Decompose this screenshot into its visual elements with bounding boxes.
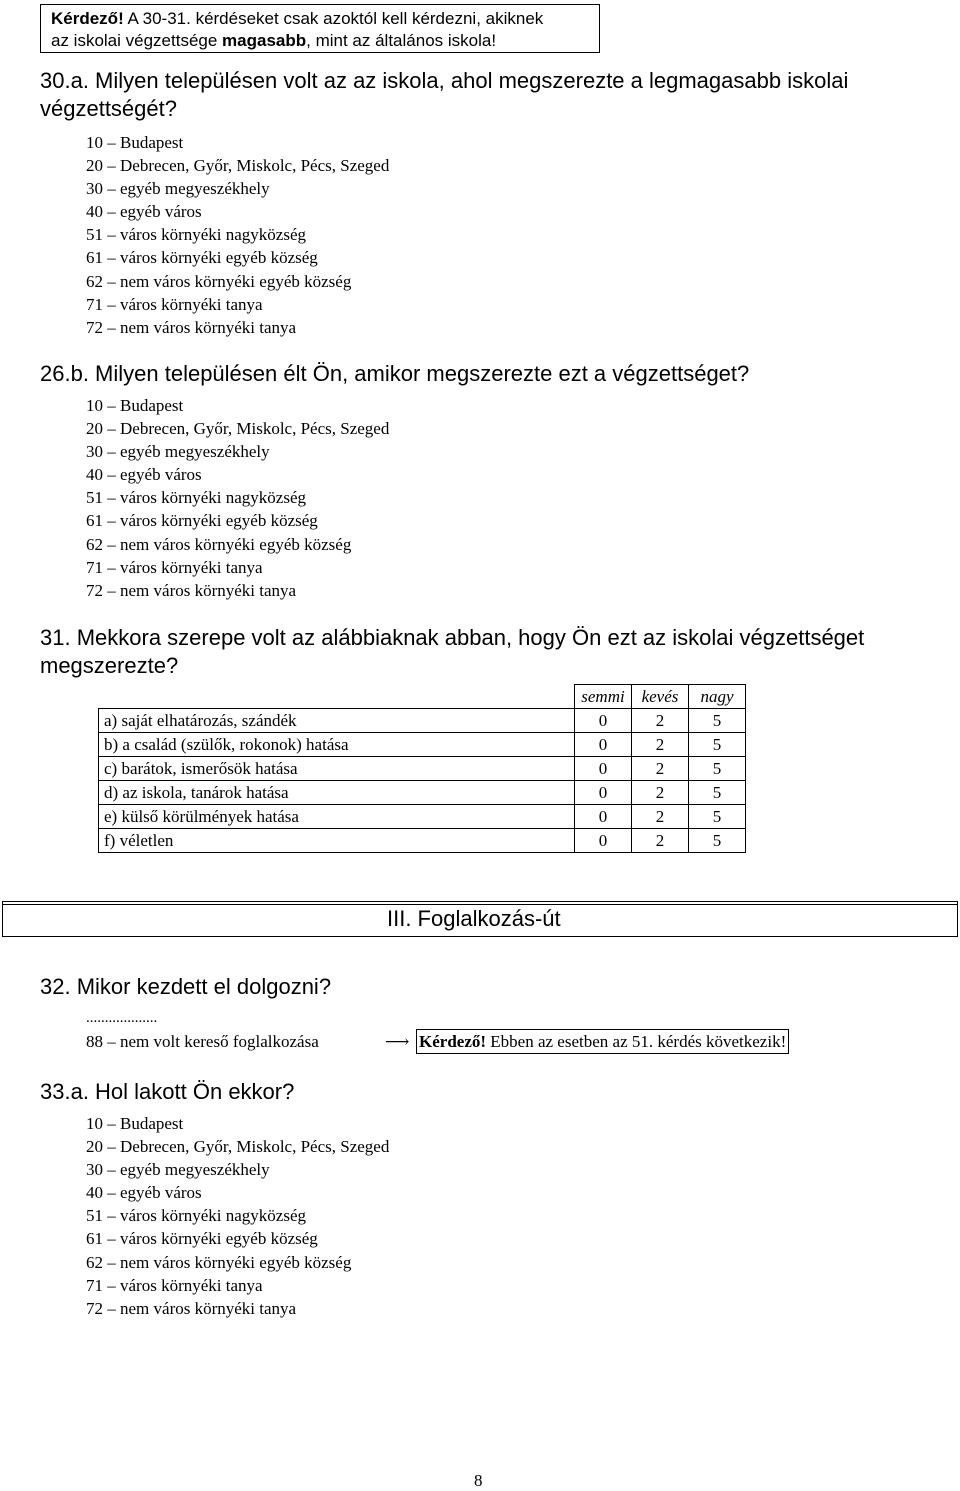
question-32: 32. Mikor kezdett el dolgozni? [40,974,332,999]
value-semmi[interactable]: 0 [575,781,632,805]
value-semmi[interactable]: 0 [575,733,632,757]
value-nagy[interactable]: 5 [689,757,746,781]
answer-option: 71 – város környéki tanya [86,557,263,577]
notice-line-2-bold: magasabb [222,31,307,50]
value-keves[interactable]: 2 [632,757,689,781]
table-row [99,733,746,757]
value-semmi[interactable]: 0 [575,805,632,829]
answer-option: 62 – nem város környéki egyéb község [86,271,352,291]
answer-option: 20 – Debrecen, Győr, Miskolc, Pécs, Szeged [86,156,390,176]
table-row [99,805,746,829]
skip-instruction-label: Kérdező! [419,1032,487,1051]
answer-list-26b [86,394,389,602]
answer-option: 10 – Budapest [86,133,184,152]
header-spacer [99,685,575,709]
question-31-line-1: 31. Mekkora szerepe volt az alábbiaknak abban, hogy Ön ezt az iskolai végzettséget [40,625,865,650]
skip-instruction-text: Ebben az esetben az 51. kérdés következik! [486,1032,787,1051]
table-row [99,781,746,805]
notice-line-2-pre: az iskolai végzettsége [51,31,223,50]
answer-option: 71 – város környéki tanya [86,1275,263,1295]
answer-option: 10 – Budapest [86,1114,184,1133]
row-label: b) a család (szülők, rokonok) hatása [99,733,575,757]
answer-option: 40 – egyéb város [86,1183,202,1203]
answer-option: 51 – város környéki nagyközség [86,1206,307,1226]
rating-table [98,684,746,853]
table-row [99,709,746,733]
section-title: III. Foglalkozás-út [387,906,561,931]
answer-option: 30 – egyéb megyeszékhely [86,1160,270,1180]
answer-option: 40 – egyéb város [86,202,202,222]
answer-option: 62 – nem város környéki egyéb község [86,534,352,554]
rating-table-header [99,685,746,709]
answer-option: 61 – város környéki egyéb község [86,1229,318,1249]
notice-line-2 [51,30,599,52]
answer-option: 30 – egyéb megyeszékhely [86,442,270,462]
answer-option: 20 – Debrecen, Győr, Miskolc, Pécs, Szeged [86,1137,390,1157]
value-semmi[interactable]: 0 [575,829,632,853]
answer-list-30a [86,131,389,339]
value-keves[interactable]: 2 [632,781,689,805]
answer-option: 51 – város környéki nagyközség [86,225,307,245]
value-nagy[interactable]: 5 [689,781,746,805]
answer-option: 30 – egyéb megyeszékhely [86,179,270,199]
header-semmi: semmi [575,685,632,709]
value-keves[interactable]: 2 [632,733,689,757]
value-nagy[interactable]: 5 [689,805,746,829]
answer-option: 51 – város környéki nagyközség [86,488,307,508]
value-nagy[interactable]: 5 [689,709,746,733]
answer-option: 71 – város környéki tanya [86,294,263,314]
notice-line-1 [51,8,599,30]
question-33a: 33.a. Hol lakott Ön ekkor? [40,1079,295,1104]
answer-option: 20 – Debrecen, Győr, Miskolc, Pécs, Szeged [86,419,390,439]
answer-blank[interactable]: ................... [86,1010,158,1026]
row-label: d) az iskola, tanárok hatása [99,781,575,805]
option-88: 88 – nem volt kereső foglalkozása [86,1032,319,1051]
answer-option: 61 – város környéki egyéb község [86,511,318,531]
value-semmi[interactable]: 0 [575,757,632,781]
interviewer-notice [40,4,600,53]
header-nagy: nagy [689,685,746,709]
row-label: a) saját elhatározás, szándék [99,709,575,733]
header-keves: kevés [632,685,689,709]
answer-option: 72 – nem város környéki tanya [86,580,297,600]
table-row [99,757,746,781]
answer-list-33a [86,1112,389,1320]
notice-label: Kérdező! [51,9,124,28]
value-semmi[interactable]: 0 [575,709,632,733]
value-keves[interactable]: 2 [632,829,689,853]
value-nagy[interactable]: 5 [689,733,746,757]
answer-option: 10 – Budapest [86,396,184,415]
answer-option: 72 – nem város környéki tanya [86,1298,297,1318]
answer-option: 61 – város környéki egyéb község [86,248,318,268]
row-label: e) külső körülmények hatása [99,805,575,829]
question-31 [40,624,864,680]
answer-option: 62 – nem város környéki egyéb község [86,1252,352,1272]
row-label: c) barátok, ismerősök hatása [99,757,575,781]
value-nagy[interactable]: 5 [689,829,746,853]
notice-line-1-rest: A 30-31. kérdéseket csak azoktól kell kérdezni, akiknek [123,9,544,28]
question-30a: 30.a. Milyen településen volt az az iskola, ahol megszerezte a legmagasabb iskolai végzettségét? [40,68,849,121]
arrow-icon: ⟶ [385,1032,410,1051]
value-keves[interactable]: 2 [632,709,689,733]
question-26b: 26.b. Milyen településen élt Ön, amikor megszerezte ezt a végzettséget? [40,361,750,386]
answer-option: 40 – egyéb város [86,465,202,485]
answer-option: 72 – nem város környéki tanya [86,317,297,337]
row-label: f) véletlen [99,829,575,853]
table-row [99,829,746,853]
section-header [2,901,958,937]
page-number: 8 [474,1471,483,1490]
value-keves[interactable]: 2 [632,805,689,829]
skip-instruction [416,1029,789,1054]
question-31-line-2: megszerezte? [40,653,179,678]
notice-line-2-post: , mint az általános iskola! [306,31,497,50]
